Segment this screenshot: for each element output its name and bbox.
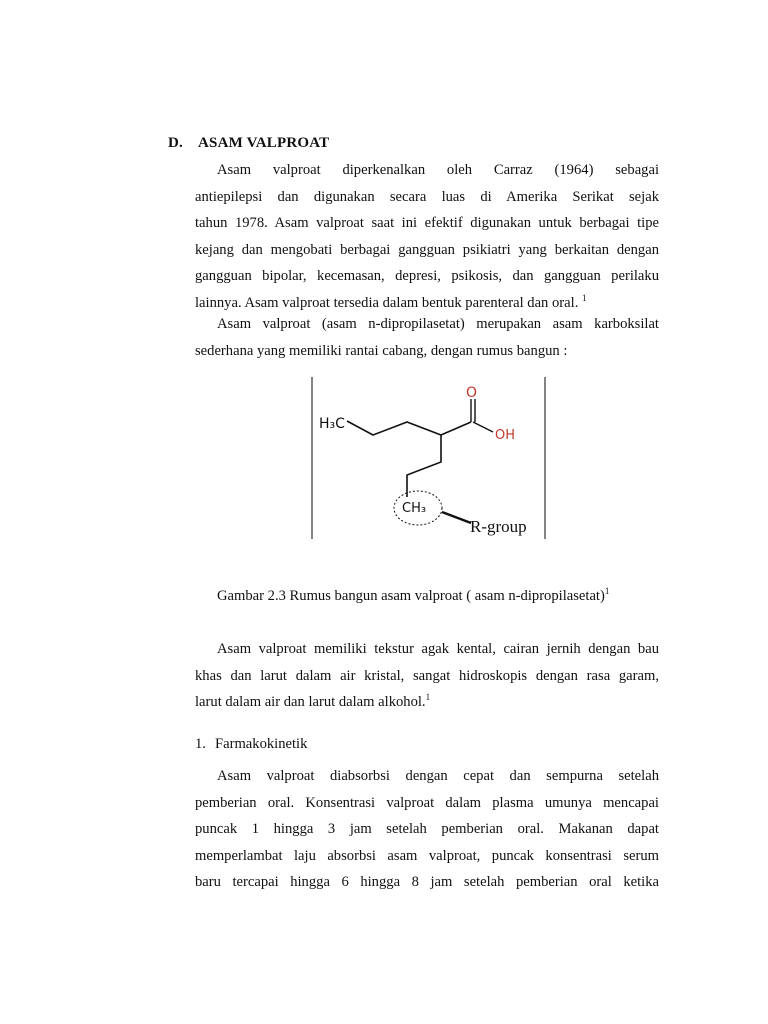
figure-caption-text: Gambar 2.3 Rumus bangun asam valproat ( asam n-dipropilasetat) <box>217 588 605 604</box>
paragraph-line: baru tercapai hingga 6 hingga 8 jam setelah pemberian oral ketika <box>195 874 659 890</box>
paragraph-line: puncak 1 hingga 3 jam setelah pemberian oral. Makanan dapat <box>195 821 659 837</box>
paragraph-line-text: larut dalam air dan larut dalam alkohol. <box>195 694 426 710</box>
reference-marker: 1 <box>582 292 587 303</box>
paragraph-line: Asam valproat memiliki tekstur agak kental, cairan jernih dengan bau <box>217 641 659 657</box>
paragraph-properties <box>195 636 659 716</box>
r-group-pointer <box>442 512 471 523</box>
reference-marker: 1 <box>604 586 610 597</box>
paragraph-line: gangguan bipolar, kecemasan, depresi, psikosis, dan gangguan perilaku <box>195 268 659 284</box>
paragraph-introduction <box>195 157 659 316</box>
paragraph-line: antiepilepsi dan digunakan secara luas di Amerika Serikat sejak <box>195 188 659 205</box>
paragraph-line-text: lainnya. Asam valproat tersedia dalam bentuk parenteral dan oral. <box>195 294 579 311</box>
paragraph-line: khas dan larut dalam air kristal, sangat hidroskopis dengan rasa garam, <box>195 667 659 684</box>
subsection-title: Farmakokinetik <box>215 736 308 752</box>
paragraph-line: Asam valproat diperkenalkan oleh Carraz (1964) sebagai <box>217 162 659 178</box>
section-title: ASAM VALPROAT <box>198 135 330 151</box>
paragraph-structure <box>195 311 659 364</box>
reference-marker: 1 <box>425 692 431 703</box>
paragraph-line: kejang dan mengobati berbagai gangguan psikiatri yang berkaitan dengan <box>195 241 659 258</box>
h3c-label: H₃C <box>319 416 345 432</box>
hydroxyl-bond <box>473 422 493 432</box>
paragraph-pharmacokinetics <box>195 763 659 896</box>
ch3-label: CH₃ <box>402 501 427 516</box>
section-heading <box>168 135 329 152</box>
paragraph-line: tahun 1978. Asam valproat saat ini efektif digunakan untuk berbagai tipe <box>195 215 659 231</box>
subsection-number: 1. <box>195 736 206 752</box>
paragraph-line: Asam valproat (asam n-dipropilasetat) merupakan asam karboksilat <box>217 316 659 332</box>
paragraph-line: pemberian oral. Konsentrasi valproat dalam plasma umunya mencapai <box>195 794 659 811</box>
hydroxyl-label: OH <box>495 428 516 443</box>
valproic-acid-structure-figure <box>311 377 547 539</box>
subsection-heading <box>195 736 307 753</box>
r-group-label: R-group <box>470 517 527 536</box>
section-number: D. <box>168 135 183 151</box>
paragraph-line: Asam valproat diabsorbsi dengan cepat dan sempurna setelah <box>217 768 659 784</box>
branch-chain-bonds <box>407 435 441 497</box>
main-chain-bonds <box>347 421 471 435</box>
figure-caption <box>217 588 609 605</box>
paragraph-line: sederhana yang memiliki rantai cabang, dengan rumus bangun : <box>195 342 568 359</box>
paragraph-line <box>195 689 659 716</box>
oxygen-label: O <box>466 385 478 401</box>
paragraph-line: memperlambat laju absorbsi asam valproat, puncak konsentrasi serum <box>195 847 659 864</box>
